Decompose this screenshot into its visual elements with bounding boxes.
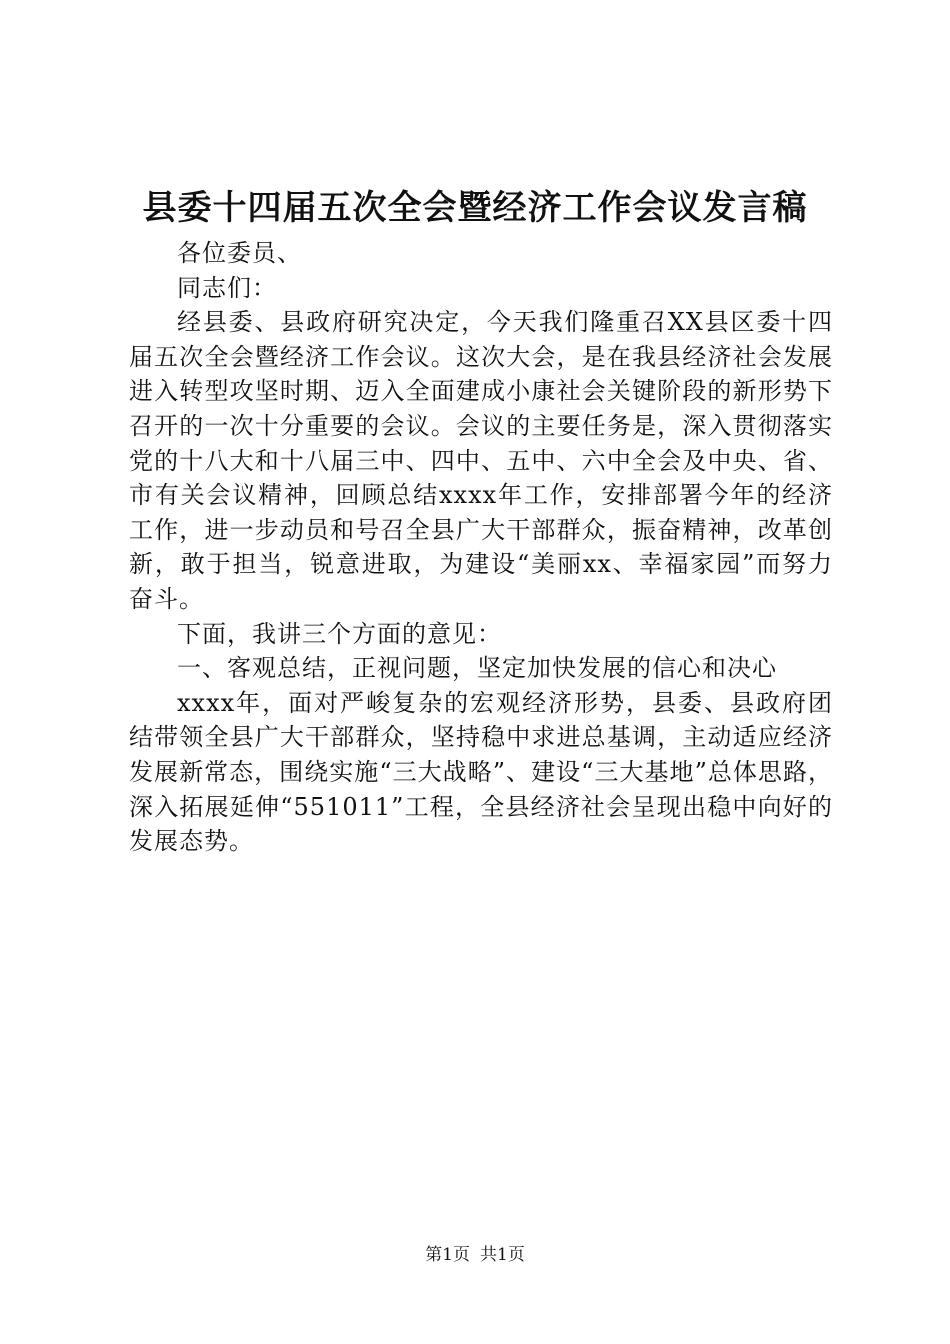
salutation-line-2: 同志们： [177,273,277,302]
section-heading-1: 一、客观总结，正视问题，坚定加快发展的信心和决心 [177,654,777,683]
document-title: 县委十四届五次全会暨经济工作会议发言稿 [142,188,808,228]
paragraph-intro: 经县委、县政府研究决定，今天我们隆重召XX县区委十四届五次全会暨经济工作会议。这次大会，是在我县经济社会发展进入转型攻坚时期、迈入全面建成小康社会关键阶段的新形势下召开的一次十分重要的会议。会议的主要任务是，深入贯彻落实党的十八大和十八届三中、四中、五中、六中全会及中央、省、市有关会议精神，回顾总结xxxx年工作，安排部署今年的经济工作，进一步动员和号召全县广大干部群众，振奋精神，改革创新，敢于担当，锐意进取，为建设“美丽xx、幸福家园”而努力奋斗。 [129,308,833,613]
paragraph-outline: 下面，我讲三个方面的意见： [177,619,502,648]
page-total: 共1页 [480,1245,525,1265]
salutation-line-1: 各位委员、 [177,239,302,267]
page-footer [0,1243,950,1267]
paragraph-summary: xxxx年，面对严峻复杂的宏观经济形势，县委、县政府团结带领全县广大干部群众，坚持稳中求进总基调，主动适应经济发展新常态，围绕实施“三大战略”、建设“三大基地”总体思路，深入拓展延伸“551011”工程，全县经济社会呈现出稳中向好的发展态势。 [129,688,833,856]
document-body [129,236,833,859]
page-number: 第1页 [425,1245,470,1265]
